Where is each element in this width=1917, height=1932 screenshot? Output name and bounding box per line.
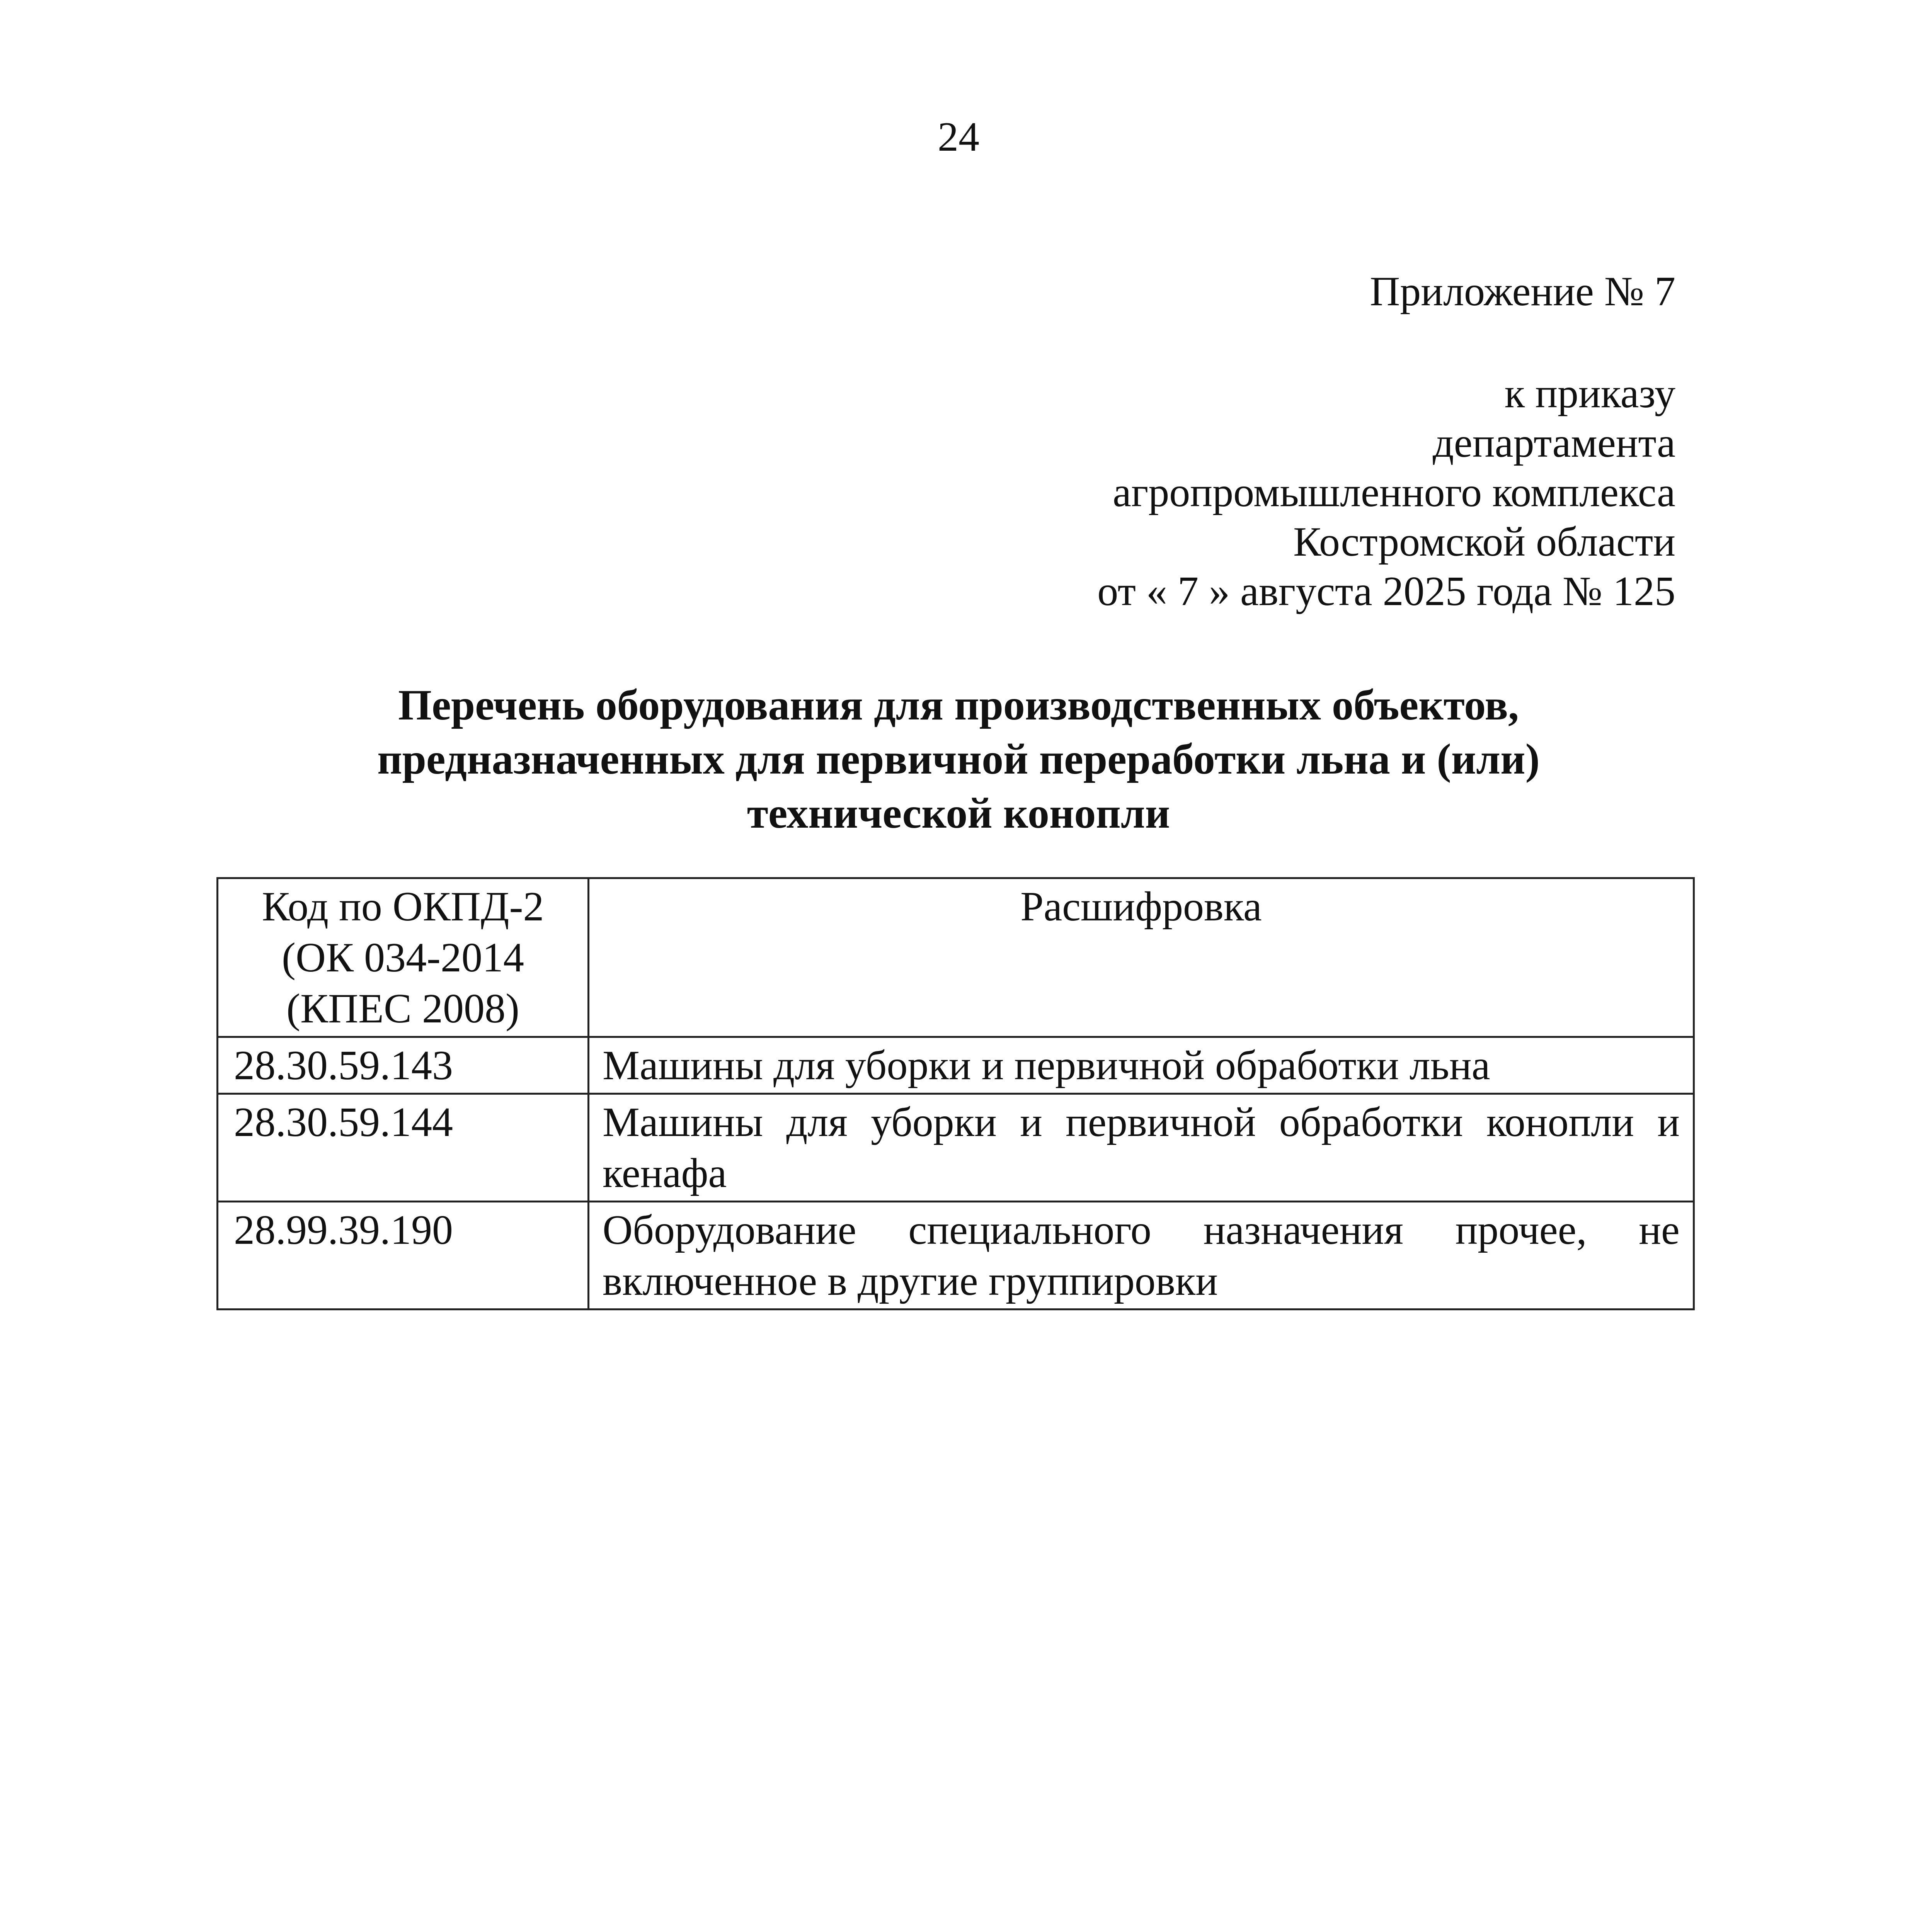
title-line: Перечень оборудования для производственных объектов, (398, 681, 1519, 729)
appendix-label: Приложение № 7 (1370, 269, 1675, 315)
header-description: Расшифровка (589, 878, 1694, 1037)
document-title (216, 678, 1701, 840)
table-row (218, 1202, 1694, 1310)
table-row (218, 1037, 1694, 1094)
title-line: технической конопли (747, 789, 1170, 837)
row-description: Машины для уборки и первичной обработки конопли и кенафа (589, 1094, 1694, 1202)
equipment-table (216, 877, 1695, 1310)
header-code-line: Код по ОКПД-2 (262, 884, 544, 930)
header-code-line: (КПЕС 2008) (286, 986, 519, 1032)
table-header-row (218, 878, 1694, 1037)
row-description: Машины для уборки и первичной обработки льна (589, 1037, 1694, 1094)
order-line: Костромской области (1293, 519, 1675, 565)
table-row (218, 1094, 1694, 1202)
header-code (218, 878, 589, 1037)
row-code: 28.30.59.143 (218, 1037, 589, 1094)
row-code: 28.30.59.144 (218, 1094, 589, 1202)
order-line: агропромышленного комплекса (1113, 469, 1675, 515)
order-line: к приказу (1504, 371, 1675, 417)
header-code-line: (ОК 034-2014 (282, 935, 524, 981)
order-line: департамента (1432, 420, 1675, 466)
page-number: 24 (938, 114, 979, 160)
row-description: Оборудование специального назначения прочее, не включенное в другие группировки (589, 1202, 1694, 1310)
order-line: от « 7 » августа 2025 года № 125 (1097, 568, 1675, 614)
title-line: предназначенных для первичной переработки льна и (или) (377, 735, 1540, 783)
row-code: 28.99.39.190 (218, 1202, 589, 1310)
order-reference (1097, 369, 1675, 616)
